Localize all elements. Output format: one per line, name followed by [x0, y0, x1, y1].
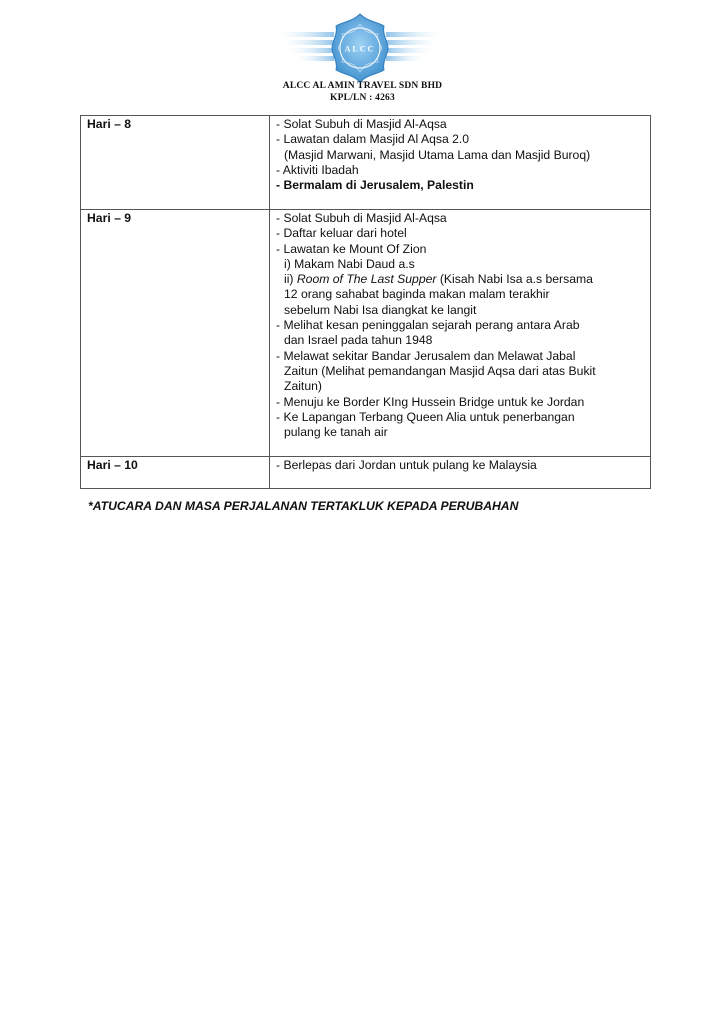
- day-activities: [270, 116, 651, 210]
- day-activities: [270, 210, 651, 457]
- table-row: [81, 116, 651, 210]
- itinerary-table: [80, 115, 651, 489]
- day-label: Hari – 8: [81, 116, 270, 210]
- activity-line: - Bermalam di Jerusalem, Palestin: [276, 178, 474, 193]
- activity-roman-numeral: ii): [284, 272, 294, 287]
- activity-line: i) Makam Nabi Daud a.s: [284, 256, 415, 271]
- alcc-logo: [272, 12, 448, 84]
- activity-line: - Daftar keluar dari hotel: [276, 226, 407, 241]
- day-label: Hari – 10: [81, 457, 270, 489]
- day-label: Hari – 9: [81, 210, 270, 457]
- activity-line: - Menuju ke Border KIng Hussein Bridge untuk ke Jordan: [276, 394, 585, 409]
- activity-line: pulang ke tanah air: [284, 425, 388, 440]
- left-wing-shape: [272, 32, 334, 61]
- activity-line: - Melihat kesan peninggalan sejarah perang antara Arab: [276, 318, 580, 333]
- activity-line: [276, 272, 644, 287]
- license-number: KPL/LN : 4263: [330, 93, 395, 103]
- activity-line: - Lawatan ke Mount Of Zion: [276, 241, 427, 256]
- table-row: [81, 210, 651, 457]
- activity-line: - Ke Lapangan Terbang Queen Alia untuk penerbangan: [276, 409, 575, 424]
- activity-line: - Berlepas dari Jordan untuk pulang ke Malaysia: [276, 458, 537, 472]
- activity-line: - Aktiviti Ibadah: [276, 162, 359, 177]
- day-activities: [270, 457, 651, 489]
- activity-line: - Solat Subuh di Masjid Al-Aqsa: [276, 117, 447, 131]
- right-wing-shape: [386, 32, 448, 61]
- activity-text: (Kisah Nabi Isa a.s bersama: [439, 272, 593, 287]
- activity-line: Zaitun): [284, 379, 322, 394]
- activity-line: sebelum Nabi Isa diangkat ke langit: [284, 302, 477, 317]
- company-name: ALCC AL AMIN TRAVEL SDN BHD: [282, 81, 443, 91]
- activity-line: dan Israel pada tahun 1948: [284, 333, 433, 348]
- activity-line: - Lawatan dalam Masjid Al Aqsa 2.0: [276, 132, 470, 147]
- activity-line: - Solat Subuh di Masjid Al-Aqsa: [276, 211, 447, 225]
- activity-line: (Masjid Marwani, Masjid Utama Lama dan Masjid Buroq): [284, 147, 591, 162]
- schedule-disclaimer: *ATUCARA DAN MASA PERJALANAN TERTAKLUK KEPADA PERUBAHAN: [88, 499, 519, 513]
- activity-line: - Melawat sekitar Bandar Jerusalem dan Melawat Jabal: [276, 348, 576, 363]
- table-row: [81, 457, 651, 489]
- activity-line: 12 orang sahabat baginda makan malam terakhir: [284, 287, 550, 302]
- document-header: [0, 8, 725, 108]
- activity-italic-title: Room of The Last Supper: [296, 272, 437, 287]
- logo-text: ALCC: [344, 44, 376, 54]
- activity-line: Zaitun (Melihat pemandangan Masjid Aqsa dari atas Bukit: [284, 363, 596, 378]
